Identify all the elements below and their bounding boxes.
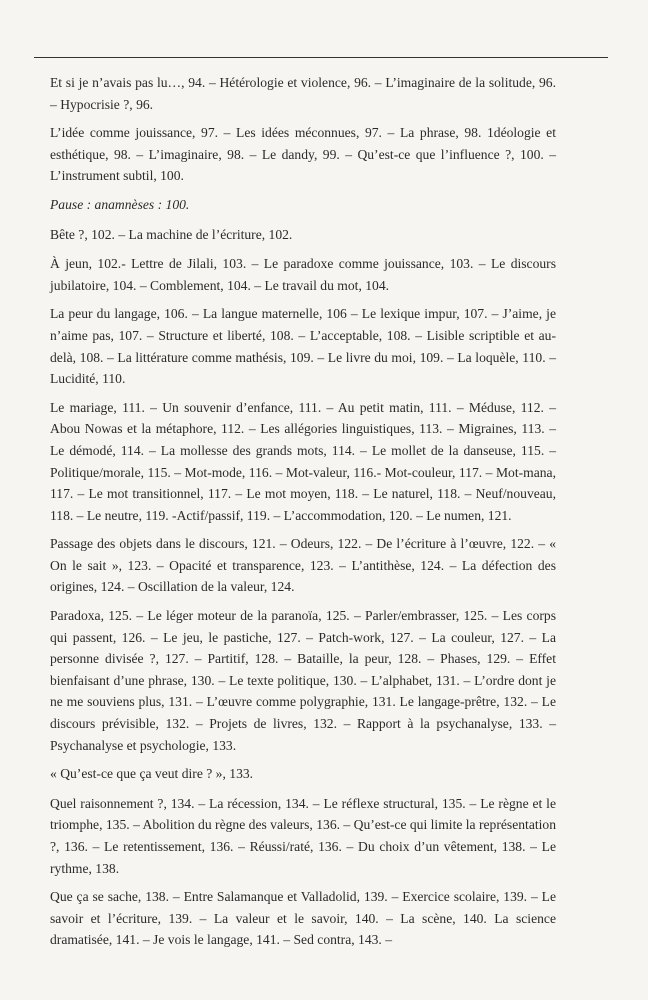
toc-paragraph-7: Le mariage, 111. – Un souvenir d’enfance, 111. – Au petit matin, 111. – Méduse, 112. – Abou Nowas et la métaphore, 112. – Les allégories linguistiques, 113. – Migraines, 113. – Le démodé, 114. – La mollesse des grands mots, 114. – Le mollet de la danseuse, 115. – Politique/morale, 115. – Mot-mode, 116. – Mot-valeur, 116.- Mot-couleur, 117. – Mot-mana, 117. – Le mot transitionnel, 117. – Le mot moyen, 118. – Le naturel, 118. – Neuf/nouveau, 118. – Le neutre, 119. -Actif/passif, 119. – L’accommodation, 120. – Le numen, 121. [50, 399, 556, 523]
toc-paragraph-11: Quel raisonnement ?, 134. – La récession, 134. – Le réflexe structural, 135. – Le règne et le triomphe, 135. – Abolition du règne des valeurs, 136. – Qu’est-ce qui limite la représentation ?, 136. – Le retentissement, 136. – Réussi/raté, 136. – Du choix d’un vêtement, 138. – Le rythme, 138. [50, 795, 556, 876]
table-of-contents-text [50, 72, 556, 958]
toc-paragraph-9: Paradoxa, 125. – Le léger moteur de la paranoïa, 125. – Parler/embrasser, 125. – Les corps qui passent, 126. – Le jeu, le pastiche, 127. – Patch-work, 127. – La couleur, 127. – La personne divisée ?, 127. – Partitif, 128. – Bataille, la peur, 128. – Phases, 129. – Effet bienfaisant d’une phrase, 130. – Le texte politique, 130. – L’alphabet, 131. – L’ordre dont je ne me souviens plus, 131. – L’œuvre comme polygraphie, 131. Le langage-prêtre, 132. – Le discours prévisible, 132. – Projets de livres, 132. – Rapport à la psychanalyse, 133. – Psychanalyse et psychologie, 133. [50, 608, 556, 753]
toc-paragraph-5: À jeun, 102.- Lettre de Jilali, 103. – Le paradoxe comme jouissance, 103. – Le discours jubilatoire, 104. – Comblement, 104. – Le travail du mot, 104. [50, 256, 556, 293]
toc-paragraph-2: L’idée comme jouissance, 97. – Les idées méconnues, 97. – La phrase, 98. 1déologie et esthétique, 98. – L’imaginaire, 98. – Le dandy, 99. – Qu’est-ce que l’influence ?, 100. – L’instrument subtil, 100. [50, 125, 556, 184]
toc-paragraph-8: Passage des objets dans le discours, 121. – Odeurs, 122. – De l’écriture à l’œuvre, 122. – « On le sait », 123. – Opacité et transparence, 123. – L’antithèse, 124. – La défection des origines, 124. – Oscillation de la valeur, 124. [50, 536, 556, 595]
toc-paragraph-1: Et si je n’avais pas lu…, 94. – Hétérologie et violence, 96. – L’imaginaire de la solitude, 96. – Hypocrisie ?, 96. [50, 75, 556, 112]
toc-paragraph-3: Pause : anamnèses : 100. [50, 196, 190, 212]
toc-paragraph-6: La peur du langage, 106. – La langue maternelle, 106 – Le lexique impur, 107. – J’aime, je n’aime pas, 107. – Structure et liberté, 108. – L’acceptable, 108. – Lisible scriptible et au-delà, 108. – La littérature comme mathésis, 109. – Le livre du moi, 109. – La loquèle, 110. – Lucidité, 110. [50, 306, 556, 387]
toc-paragraph-10: « Qu’est-ce que ça veut dire ? », 133. [50, 766, 254, 782]
toc-paragraph-4: Bête ?, 102. – La machine de l’écriture, 102. [50, 226, 293, 242]
toc-paragraph-12: Que ça se sache, 138. – Entre Salamanque et Valladolid, 139. – Exercice scolaire, 139. – Le savoir et l’écriture, 139. – La valeur et le savoir, 140. – La scène, 140. La science dramatisée, 141. – Je vois le langage, 141. – Sed contra, 143. – [50, 889, 556, 948]
header-rule [34, 57, 608, 58]
